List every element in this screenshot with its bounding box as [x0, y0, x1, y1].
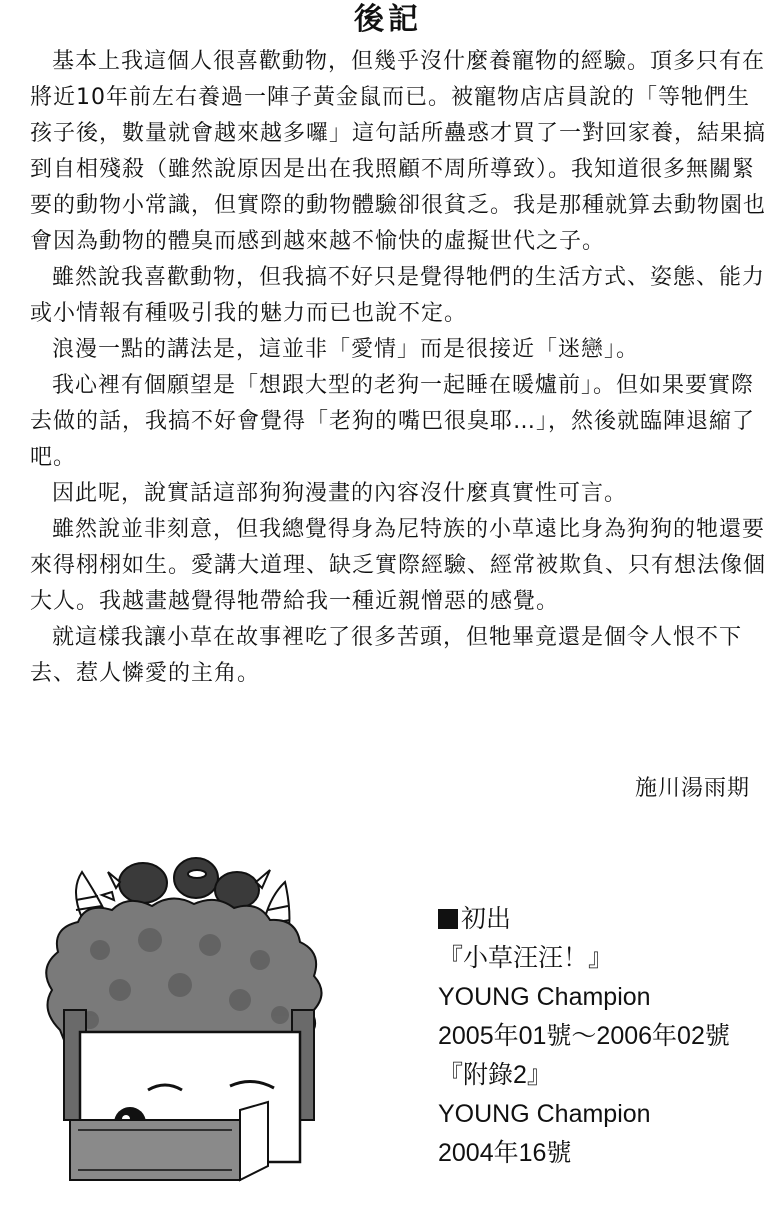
publication-line: YOUNG Champion: [438, 983, 651, 1011]
paragraph: 我心裡有個願望是「想跟大型的老狗一起睡在暖爐前」。但如果要實際去做的話，我搞不好會覺得「老狗的嘴巴很臭耶…」，然後就臨陣退縮了吧。: [30, 373, 756, 470]
afterword-text: [30, 44, 772, 692]
paragraph: 就這樣我讓小草在故事裡吃了很多苦頭，但牠畢竟還是個令人恨不下去、惹人憐愛的主角。: [30, 625, 743, 686]
paragraph: 雖然說並非刻意，但我總覺得身為尼特族的小草遠比身為狗狗的牠還要來得栩栩如生。愛講大道理、缺乏實際經驗、經常被欺負、只有想法像個大人。我越畫越覺得牠帶給我一種近親憎惡的感覺。: [30, 517, 767, 614]
publication-heading: 初出: [438, 900, 768, 939]
publication-line: 2005年01號～2006年02號: [438, 1022, 730, 1050]
paragraph: 雖然說我喜歡動物，但我搞不好只是覺得牠們的生活方式、姿態、能力或小情報有種吸引我的魅力而已也說不定。: [30, 265, 766, 326]
page-title: 後記: [354, 2, 422, 37]
publication-line: YOUNG Champion: [438, 1100, 651, 1128]
paragraph: 基本上我這個人很喜歡動物，但幾乎沒什麼養寵物的經驗。頂多只有在將近10年前左右養過一陣子黃金鼠而已。被寵物店店員說的「等牠們生孩子後，數量就會越來越多囉」這句話所蠱惑才買了一對回家養，結果搞到自相殘殺（雖然說原因是出在我照顧不周所導致）。我知道很多無關緊要的動物小常識，但實際的動物體驗卻很貧乏。我是那種就算去動物園也會因為動物的體臭而感到越來越不愉快的虛擬世代之子。: [30, 49, 767, 254]
publication-line: 『附錄2』: [438, 1061, 552, 1089]
publication-line: 『小草汪汪！』: [438, 944, 614, 972]
paragraph: 因此呢，說實話這部狗狗漫畫的內容沒什麼真實性可言。: [52, 481, 628, 506]
publication-info: [438, 900, 768, 1173]
paragraph: 浪漫一點的講法是，這並非「愛情」而是很接近「迷戀」。: [52, 337, 640, 362]
square-bullet-icon: [438, 909, 458, 929]
author-signature: 施川湯雨期: [634, 776, 750, 801]
dog-illustration: [30, 840, 350, 1185]
publication-line: 2004年16號: [438, 1139, 572, 1167]
